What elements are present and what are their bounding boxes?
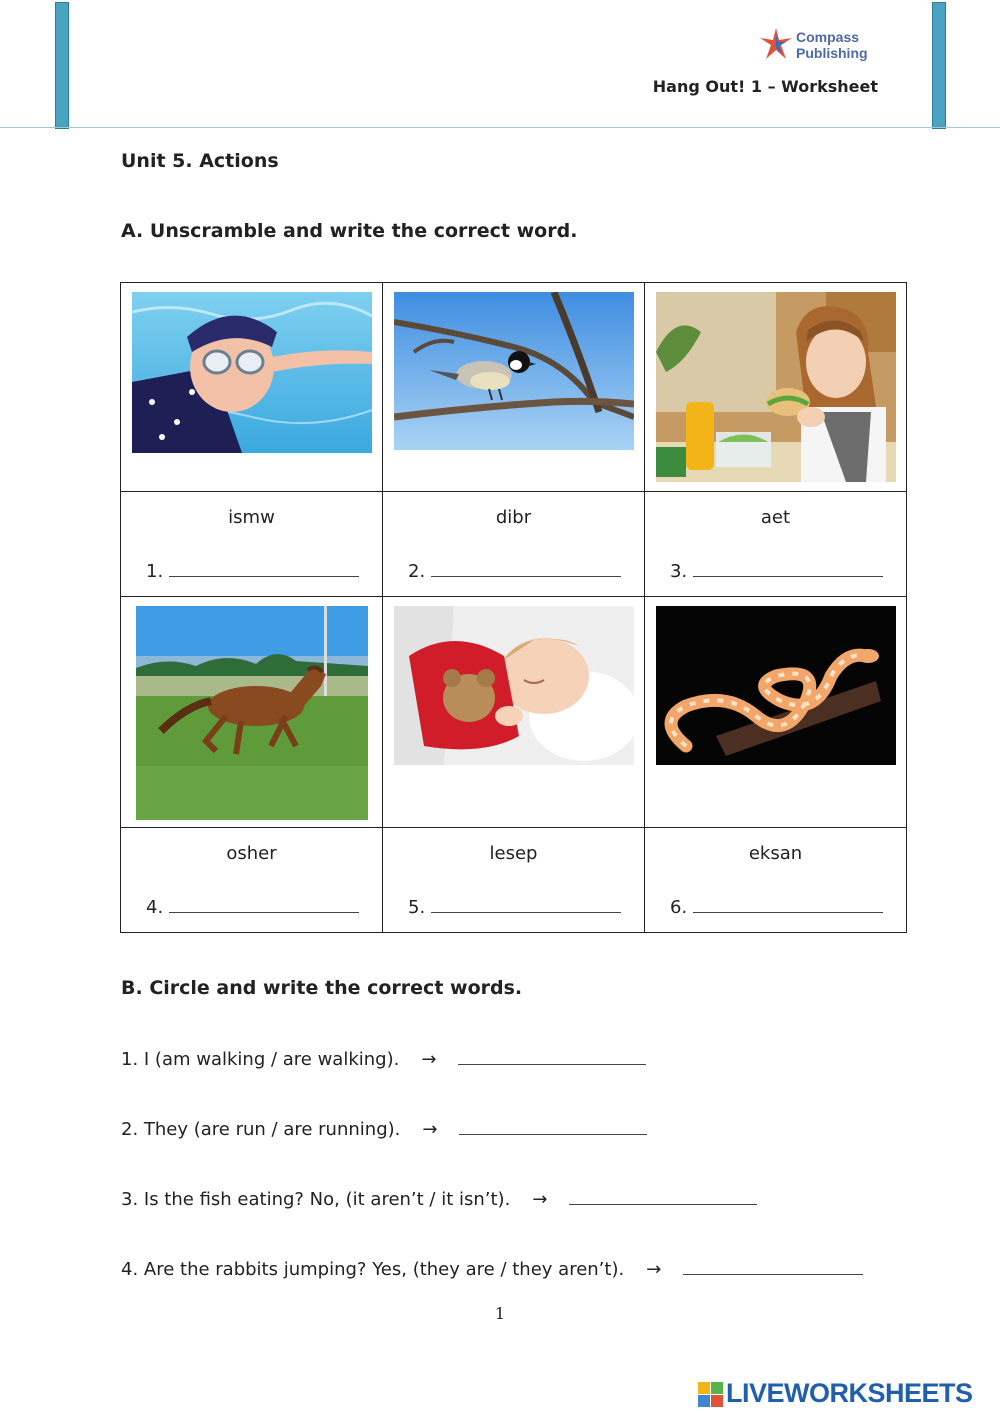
item-number: 4. — [146, 897, 164, 918]
arrow-icon: → — [646, 1259, 662, 1280]
word-cell — [645, 828, 907, 933]
image-cell — [645, 283, 907, 492]
swimming-image — [132, 292, 372, 453]
item-number: 5. — [408, 897, 426, 918]
header-divider — [0, 127, 1000, 128]
sentence-item — [121, 1256, 863, 1280]
snake-image — [656, 606, 896, 765]
image-cell — [383, 597, 645, 828]
answer-blank[interactable] — [431, 894, 621, 913]
compass-star-icon — [758, 26, 794, 62]
bird-image — [394, 292, 634, 450]
answer-blank[interactable] — [458, 1046, 646, 1065]
scrambled-word: ismw — [228, 507, 275, 528]
answer-blank[interactable] — [169, 558, 359, 577]
answer-blank[interactable] — [459, 1116, 647, 1135]
image-cell — [383, 283, 645, 492]
liveworksheets-brand: LIVEWORKSHEETS — [726, 1378, 973, 1408]
word-cell — [121, 492, 383, 597]
answer-blank[interactable] — [693, 558, 883, 577]
arrow-icon: → — [421, 1049, 437, 1070]
item-number: 6. — [670, 897, 688, 918]
word-row — [121, 492, 907, 597]
scrambled-word: osher — [226, 843, 277, 864]
horse-image — [136, 606, 368, 820]
arrow-icon: → — [532, 1189, 548, 1210]
answer-line[interactable] — [408, 894, 621, 918]
scrambled-word: dibr — [495, 507, 532, 528]
unit-title: Unit 5. Actions — [121, 150, 279, 172]
word-row — [121, 828, 907, 933]
unscramble-table — [120, 282, 907, 933]
header-right-bar — [932, 2, 946, 129]
worksheet-title: Hang Out! 1 – Worksheet — [652, 77, 878, 96]
item-number: 2. — [408, 561, 426, 582]
arrow-icon: → — [422, 1119, 438, 1140]
publisher-line1: Compass — [796, 29, 860, 45]
word-cell — [383, 828, 645, 933]
answer-blank[interactable] — [169, 894, 359, 913]
section-a-title: A. Unscramble and write the correct word. — [121, 220, 578, 242]
sentence-text: 2. They (are run / are running). — [121, 1119, 401, 1140]
word-cell — [383, 492, 645, 597]
image-row — [121, 283, 907, 492]
scrambled-word: lesep — [489, 843, 538, 864]
answer-line[interactable] — [146, 894, 359, 918]
publisher-line2: Publishing — [796, 45, 868, 61]
answer-blank[interactable] — [683, 1256, 863, 1275]
publisher-logo — [758, 26, 878, 66]
sleeping-image — [394, 606, 634, 765]
answer-line[interactable] — [408, 558, 621, 582]
answer-blank[interactable] — [569, 1186, 757, 1205]
sentence-item — [121, 1046, 646, 1070]
answer-line[interactable] — [670, 558, 883, 582]
image-cell — [121, 283, 383, 492]
answer-line[interactable] — [670, 894, 883, 918]
page-number: 1 — [494, 1304, 506, 1323]
liveworksheets-icon — [698, 1382, 724, 1408]
sentence-text: 4. Are the rabbits jumping? Yes, (they are / they aren’t). — [121, 1259, 625, 1280]
image-row — [121, 597, 907, 828]
eating-image — [656, 292, 896, 482]
scrambled-word: eksan — [748, 843, 803, 864]
sentence-text: 3. Is the fish eating? No, (it aren’t / it isn’t). — [121, 1189, 511, 1210]
image-cell — [645, 597, 907, 828]
item-number: 1. — [146, 561, 164, 582]
section-b-title: B. Circle and write the correct words. — [121, 977, 523, 999]
item-number: 3. — [670, 561, 688, 582]
sentence-text: 1. I (am walking / are walking). — [121, 1049, 400, 1070]
answer-blank[interactable] — [693, 894, 883, 913]
sentence-item — [121, 1116, 647, 1140]
answer-blank[interactable] — [431, 558, 621, 577]
sentence-item — [121, 1186, 757, 1210]
word-cell — [645, 492, 907, 597]
answer-line[interactable] — [146, 558, 359, 582]
publisher-name — [796, 29, 868, 61]
word-cell — [121, 828, 383, 933]
header-left-bar — [55, 2, 69, 129]
image-cell — [121, 597, 383, 828]
scrambled-word: aet — [760, 507, 791, 528]
